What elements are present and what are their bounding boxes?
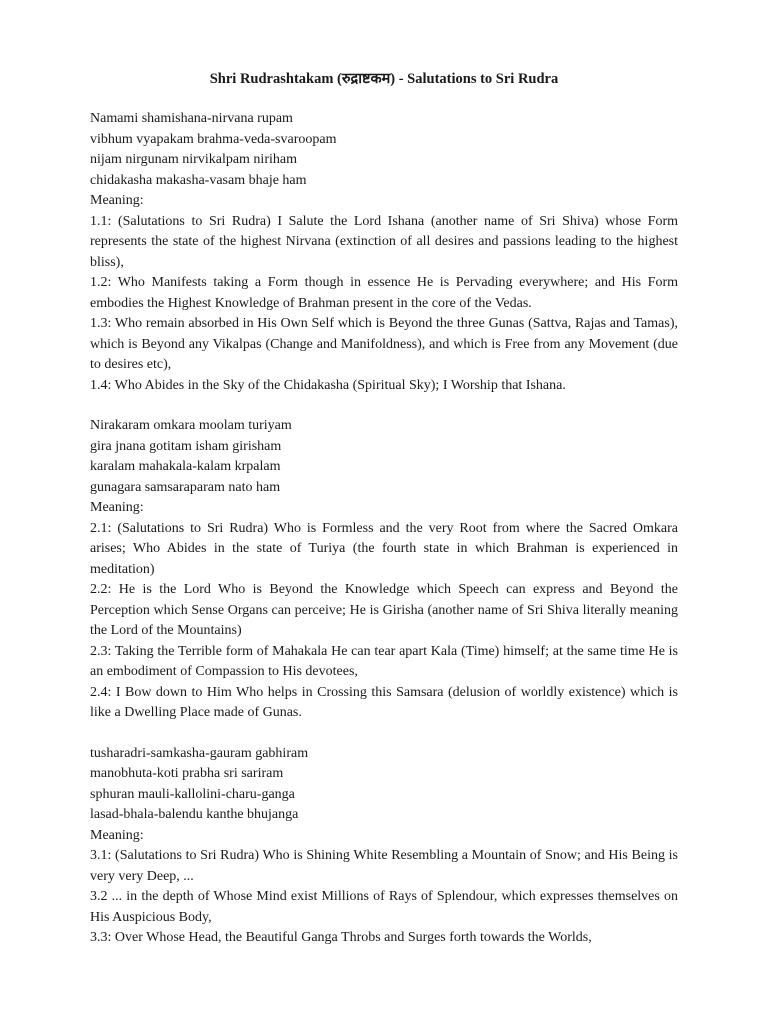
meaning-item: 3.3: Over Whose Head, the Beautiful Ganga Throbs and Surges forth towards the Worlds, — [90, 930, 592, 945]
meaning-item: 1.4: Who Abides in the Sky of the Chidakasha (Spiritual Sky); I Worship that Ishana. — [90, 377, 566, 393]
verse-line: Namami shamishana-nirvana rupam — [90, 111, 293, 126]
meaning-label: Meaning: — [90, 827, 144, 843]
meaning-item: 3.2 ... in the depth of Whose Mind exist Millions of Rays of Splendour, which expresses themselves on His Auspicious Body, — [90, 889, 678, 925]
verse-line: karalam mahakala-kalam krpalam — [90, 459, 281, 474]
document-title: Shri Rudrashtakam (रुद्राष्टकम) - Salutations to Sri Rudra — [209, 71, 559, 87]
verse-line: gira jnana gotitam isham girisham — [90, 438, 282, 454]
meaning-item: 1.1: (Salutations to Sri Rudra) I Salute the Lord Ishana (another name of Sri Shiva) whose Form represents the state of the highest Nirvana (extinction of all desires and passions leading to the highest bliss), — [90, 213, 678, 270]
meaning-item: 2.4: I Bow down to Him Who helps in Crossing this Samsara (delusion of worldly existence) which is like a Dwelling Place made of Gunas. — [90, 684, 678, 720]
meaning-item: 3.1: (Salutations to Sri Rudra) Who is Shining White Resembling a Mountain of Snow; and His Being is very very Deep, ... — [90, 848, 678, 884]
verse-line: chidakasha makasha-vasam bhaje ham — [90, 172, 307, 188]
verse-line: lasad-bhala-balendu kanthe bhujanga — [90, 807, 299, 822]
verse-line: Nirakaram omkara moolam turiyam — [90, 418, 292, 433]
meaning-item: 1.3: Who remain absorbed in His Own Self which is Beyond the three Gunas (Sattva, Rajas and Tamas), which is Beyond any Vikalpas (Change and Manifoldness), and which is Free from any Movement (due to desires etc), — [90, 316, 678, 372]
meaning-item: 2.3: Taking the Terrible form of Mahakala He can tear apart Kala (Time) himself; at the same time He is an embodiment of Compassion to His devotees, — [90, 643, 678, 679]
verse-line: tusharadri-samkasha-gauram gabhiram — [90, 745, 309, 761]
meaning-item: 2.1: (Salutations to Sri Rudra) Who is Formless and the very Root from where the Sacred Omkara arises; Who Abides in the state of Turiya (the fourth state in which Brahman is experienced in meditation) — [90, 520, 678, 577]
verse-line: gunagara samsaraparam nato ham — [90, 479, 281, 495]
stanza-2 — [90, 416, 678, 724]
stanza-1 — [90, 109, 678, 396]
meaning-item: 2.2: He is the Lord Who is Beyond the Knowledge which Speech can express and Beyond the Perception which Sense Organs can perceive; He is Girisha (another name of Sri Shiva literally meaning the Lord of the Mountains) — [90, 582, 678, 638]
verse-line: sphuran mauli-kallolini-charu-ganga — [90, 786, 295, 802]
verse-line: nijam nirgunam nirvikalpam niriham — [90, 152, 297, 167]
meaning-label: Meaning: — [90, 193, 144, 208]
verse-line: vibhum vyapakam brahma-veda-svaroopam — [90, 131, 337, 147]
meaning-item: 1.2: Who Manifests taking a Form though in essence He is Pervading everywhere; and His Form embodies the Highest Knowledge of Brahman present in the core of the Vedas. — [90, 275, 678, 311]
verse-line: manobhuta-koti prabha sri sariram — [90, 766, 284, 781]
meaning-label: Meaning: — [90, 500, 144, 515]
stanza-3 — [90, 744, 678, 949]
